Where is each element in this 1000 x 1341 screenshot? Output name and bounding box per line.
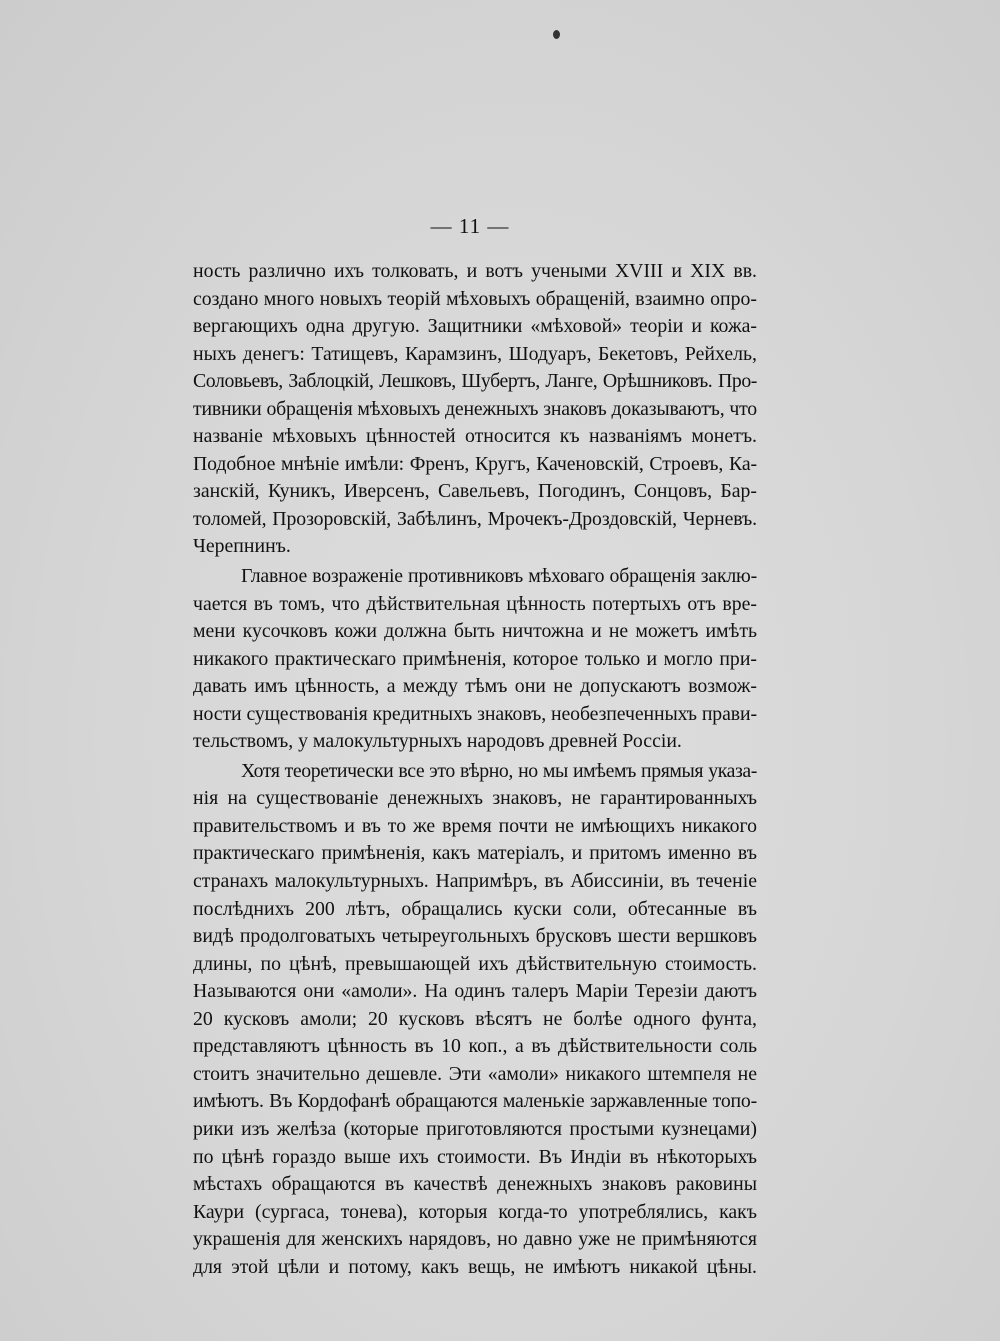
text-line: имѣютъ. Въ Кордофанѣ обращаются маленькіе заржавленные топо- <box>193 1090 757 1113</box>
paragraph-2 <box>193 563 757 756</box>
text-line: давать имъ цѣнность, а между тѣмъ они не допускаютъ возмож- <box>193 675 757 698</box>
text-line: украшенія для женскихъ нарядовъ, но давно уже не примѣняются <box>193 1228 757 1251</box>
text-line: длины, по цѣнѣ, превышающей ихъ дѣйствительную стоимость. <box>193 952 757 975</box>
text-line: Каури (сургаса, тонева), которыя когда-то употреблялись, какъ <box>193 1200 757 1223</box>
text-line: вергающихъ одна другую. Защитники «мѣховой» теоріи и кожа- <box>193 315 757 338</box>
text-line: чается въ томъ, что дѣйствительная цѣнность потертыхъ отъ вре- <box>193 592 757 615</box>
text-line: Называются они «амоли». На одинъ талеръ Маріи Терезіи даютъ <box>193 980 757 1003</box>
text-line: видѣ продолговатыхъ четыреугольныхъ брусковъ шести вершковъ <box>193 925 757 948</box>
ink-speck <box>553 30 560 39</box>
text-line: названіе мѣховыхъ цѣнностей относится къ названіямъ монетъ. <box>193 425 757 448</box>
text-line: Хотя теоретически все это вѣрно, но мы имѣемъ прямыя указа- <box>241 759 757 782</box>
text-line: ныхъ денегъ: Татищевъ, Карамзинъ, Шодуаръ, Бекетовъ, Рейхель, <box>193 342 757 365</box>
paragraph-1 <box>193 258 757 561</box>
text-line: создано много новыхъ теорій мѣховыхъ обращеній, взаимно опро- <box>193 287 757 310</box>
text-line: нія на существованіе денежныхъ знаковъ, не гарантированныхъ <box>193 787 757 810</box>
text-line: рики изъ желѣза (которые приготовляются простыми кузнецами) <box>193 1117 757 1140</box>
text-line: ности существованія кредитныхъ знаковъ, необезпеченныхъ прави- <box>193 702 757 725</box>
text-line: по цѣнѣ гораздо выше ихъ стоимости. Въ Индіи въ нѣкоторыхъ <box>193 1145 757 1168</box>
text-line: практическаго примѣненія, какъ матеріалъ, и притомъ именно въ <box>193 842 757 865</box>
text-line: стоитъ значительно дешевле. Эти «амоли» никакого штемпеля не <box>193 1062 757 1085</box>
text-line: тельствомъ, у малокультурныхъ народовъ древней Россіи. <box>193 730 682 753</box>
text-line: занскій, Куникъ, Иверсенъ, Савельевъ, Погодинъ, Сонцовъ, Бар- <box>193 480 757 503</box>
page-number: — 11 — <box>430 214 510 238</box>
body-text <box>193 258 757 1281</box>
text-line: представляютъ цѣнность въ 10 коп., а въ дѣйствительности соль <box>193 1035 757 1058</box>
text-line: толомей, Прозоровскій, Забѣлинъ, Мрочекъ-Дроздовскій, Черневъ. <box>193 507 757 530</box>
text-line: правительствомъ и въ то же время почти не имѣющихъ никакого <box>193 814 757 837</box>
text-line: мени кусочковъ кожи должна быть ничтожна и не можетъ имѣть <box>193 620 757 643</box>
text-line: странахъ малокультурныхъ. Напримѣръ, въ Абиссиніи, въ теченіе <box>193 870 757 893</box>
text-line: Соловьевъ, Заблоцкій, Лешковъ, Шубертъ, Ланге, Орѣшниковъ. Про- <box>193 370 757 393</box>
text-line: ность различно ихъ толковать, и вотъ учеными XVIII и XIX вв. <box>193 260 757 282</box>
text-line: для этой цѣли и потому, какъ вещь, не имѣютъ никакой цѣны. <box>193 1255 757 1278</box>
text-line: мѣстахъ обращаются въ качествѣ денежныхъ знаковъ раковины <box>193 1173 757 1196</box>
text-line: Главное возраженіе противниковъ мѣховаго обращенія заклю- <box>241 565 757 588</box>
text-line: 20 кусковъ амоли; 20 кусковъ вѣсятъ не болѣе одного фунта, <box>193 1007 757 1030</box>
paragraph-3 <box>193 758 757 1281</box>
text-line: тивники обращенія мѣховыхъ денежныхъ знаковъ доказываютъ, что <box>193 397 757 420</box>
text-line: Подобное мнѣніе имѣли: Френъ, Кругъ, Каченовскій, Строевъ, Ка- <box>193 452 757 475</box>
text-line: Черепнинъ. <box>193 535 291 558</box>
text-line: никакого практическаго примѣненія, которое только и могло при- <box>193 647 757 670</box>
text-line: послѣднихъ 200 лѣтъ, обращались куски соли, обтесанные въ <box>193 897 757 920</box>
